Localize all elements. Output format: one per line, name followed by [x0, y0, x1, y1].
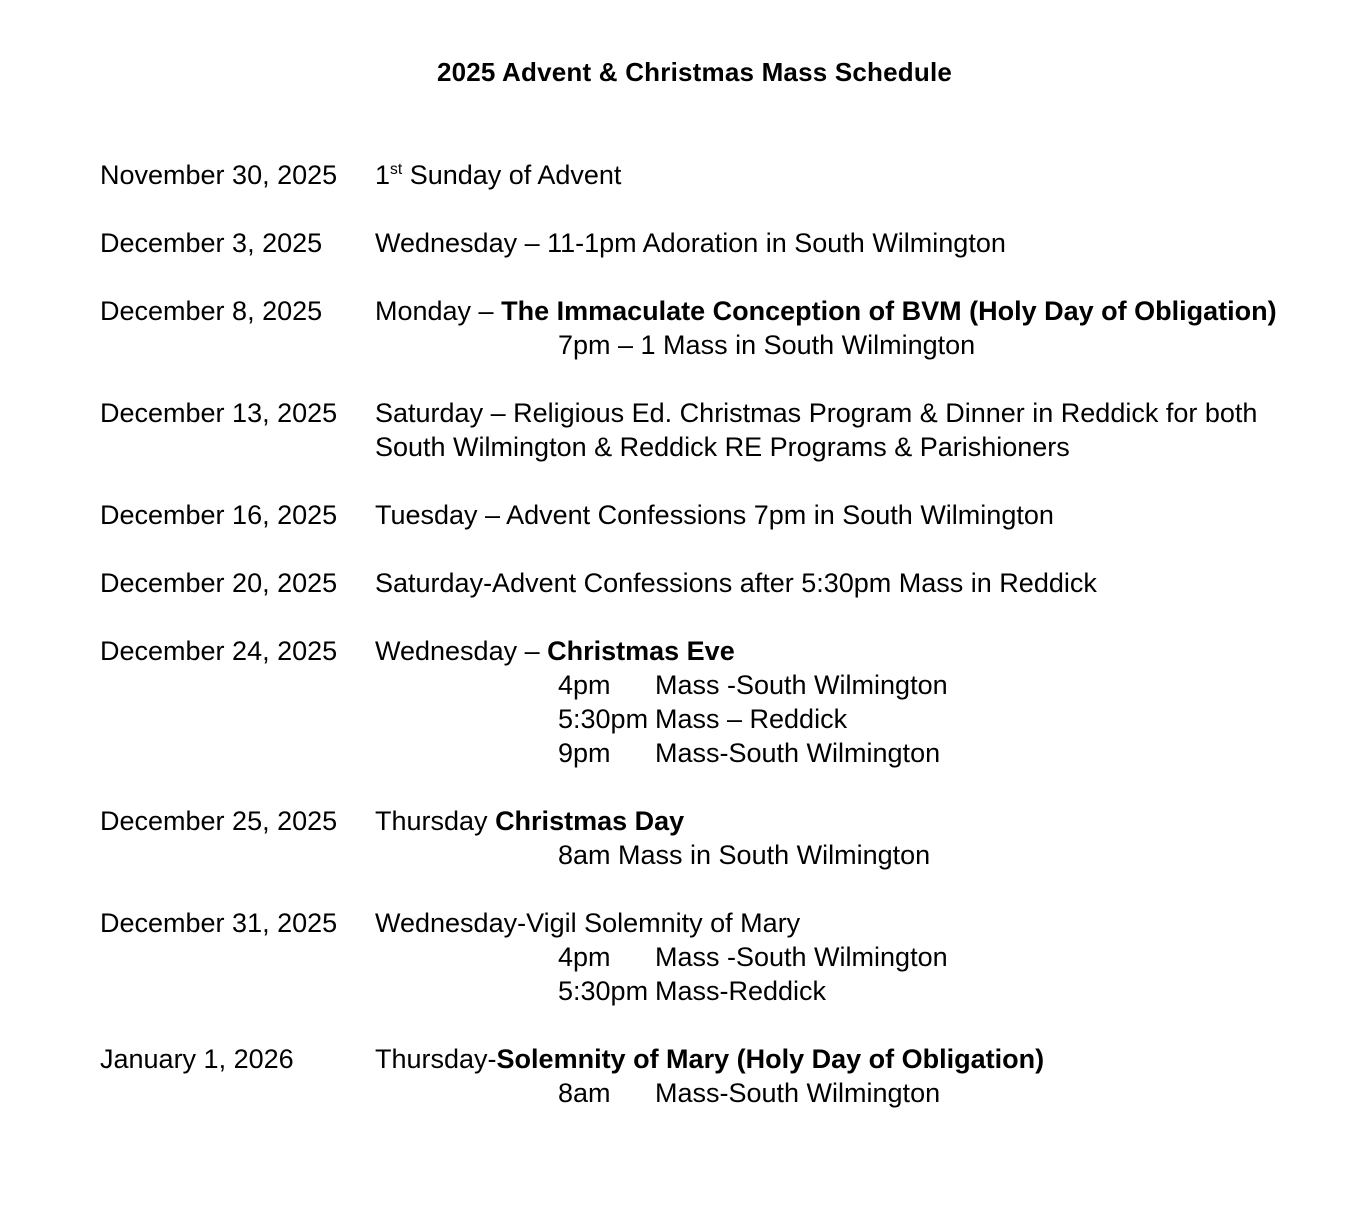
event-line: [375, 328, 1289, 362]
schedule-entry: [100, 226, 1289, 260]
event-text: Mass-Reddick: [655, 976, 827, 1006]
entry-details: [375, 158, 1289, 192]
entry-details: [375, 566, 1289, 600]
document-title: 2025 Advent & Christmas Mass Schedule: [436, 57, 953, 87]
event-text: 1: [375, 160, 391, 190]
entry-date: December 16, 2025: [100, 500, 338, 530]
mass-time: 5:30pm: [558, 704, 649, 734]
mass-time: 4pm: [558, 670, 611, 700]
event-line: [375, 294, 1289, 328]
event-text: Mass -South Wilmington: [655, 670, 948, 700]
event-text: Mass-South Wilmington: [655, 1078, 941, 1108]
event-text: Mass-South Wilmington: [655, 738, 941, 768]
mass-location: [655, 976, 826, 1006]
schedule-entry: [100, 396, 1289, 464]
event-line: [375, 430, 1289, 464]
schedule-entry: [100, 804, 1289, 872]
event-line: [375, 396, 1289, 430]
mass-location: [655, 670, 948, 700]
event-text: Saturday – Religious Ed. Christmas Program & Dinner in Reddick for both: [375, 398, 1258, 428]
mass-time: 5:30pm: [558, 976, 649, 1006]
event-text: Wednesday-Vigil Solemnity of Mary: [375, 908, 801, 938]
event-text: Mass -South Wilmington: [655, 942, 948, 972]
entry-date: December 31, 2025: [100, 908, 338, 938]
event-text: Wednesday – 11-1pm Adoration in South Wilmington: [375, 228, 1006, 258]
mass-time: 9pm: [558, 738, 611, 768]
event-line: [375, 498, 1289, 532]
event-line: [375, 1042, 1289, 1076]
ordinal-suffix: st: [390, 161, 403, 178]
mass-schedule-list: [100, 158, 1289, 1110]
entry-date: November 30, 2025: [100, 160, 338, 190]
event-title-bold: The Immaculate Conception of BVM (Holy Day of Obligation): [501, 296, 1277, 326]
entry-details: [375, 906, 1289, 1008]
event-title-bold: Christmas Eve: [547, 636, 735, 666]
event-text: Saturday-Advent Confessions after 5:30pm Mass in Reddick: [375, 568, 1097, 598]
entry-date: December 25, 2025: [100, 806, 338, 836]
event-title-bold: Christmas Day: [495, 806, 685, 836]
schedule-entry: [100, 634, 1289, 770]
schedule-entry: [100, 566, 1289, 600]
event-line: [375, 158, 1289, 192]
entry-details: [375, 294, 1289, 362]
mass-time-line: [375, 736, 1289, 770]
event-text: Sunday of Advent: [402, 160, 622, 190]
entry-details: [375, 804, 1289, 872]
schedule-entry: [100, 1042, 1289, 1110]
mass-location: [655, 942, 948, 972]
event-text: Wednesday –: [375, 636, 548, 666]
entry-date: December 20, 2025: [100, 568, 338, 598]
entry-details: [375, 498, 1289, 532]
mass-time-line: [375, 940, 1289, 974]
event-text: Thursday: [375, 806, 496, 836]
event-line: [375, 566, 1289, 600]
mass-time-line: [375, 668, 1289, 702]
event-line: [375, 906, 1289, 940]
entry-date: December 8, 2025: [100, 296, 323, 326]
entry-date: January 1, 2026: [100, 1044, 294, 1074]
mass-time-line: [375, 1076, 1289, 1110]
mass-time: 8am: [558, 1078, 611, 1108]
entry-details: [375, 226, 1289, 260]
event-text: Tuesday – Advent Confessions 7pm in South Wilmington: [375, 500, 1054, 530]
event-title-bold: Solemnity of Mary (Holy Day of Obligation): [496, 1044, 1045, 1074]
event-text: Thursday-: [375, 1044, 497, 1074]
event-line: [375, 804, 1289, 838]
event-text: Mass – Reddick: [655, 704, 848, 734]
schedule-entry: [100, 294, 1289, 362]
mass-time-line: [375, 974, 1289, 1008]
schedule-entry: [100, 906, 1289, 1008]
mass-time: 4pm: [558, 942, 611, 972]
mass-location: [655, 704, 847, 734]
entry-details: [375, 1042, 1289, 1110]
schedule-entry: [100, 158, 1289, 192]
entry-details: [375, 396, 1289, 464]
mass-time-line: [375, 702, 1289, 736]
event-line: [375, 634, 1289, 668]
entry-details: [375, 634, 1289, 770]
entry-date: December 24, 2025: [100, 636, 338, 666]
event-text: South Wilmington & Reddick RE Programs & Parishioners: [375, 432, 1070, 462]
entry-date: December 13, 2025: [100, 398, 338, 428]
event-text: Monday –: [375, 296, 502, 326]
mass-location: [655, 1078, 940, 1108]
event-text: 8am Mass in South Wilmington: [558, 840, 931, 870]
entry-date: December 3, 2025: [100, 228, 323, 258]
schedule-entry: [100, 498, 1289, 532]
event-line: [375, 226, 1289, 260]
event-line: [375, 838, 1289, 872]
event-text: 7pm – 1 Mass in South Wilmington: [558, 330, 976, 360]
mass-location: [655, 738, 940, 768]
